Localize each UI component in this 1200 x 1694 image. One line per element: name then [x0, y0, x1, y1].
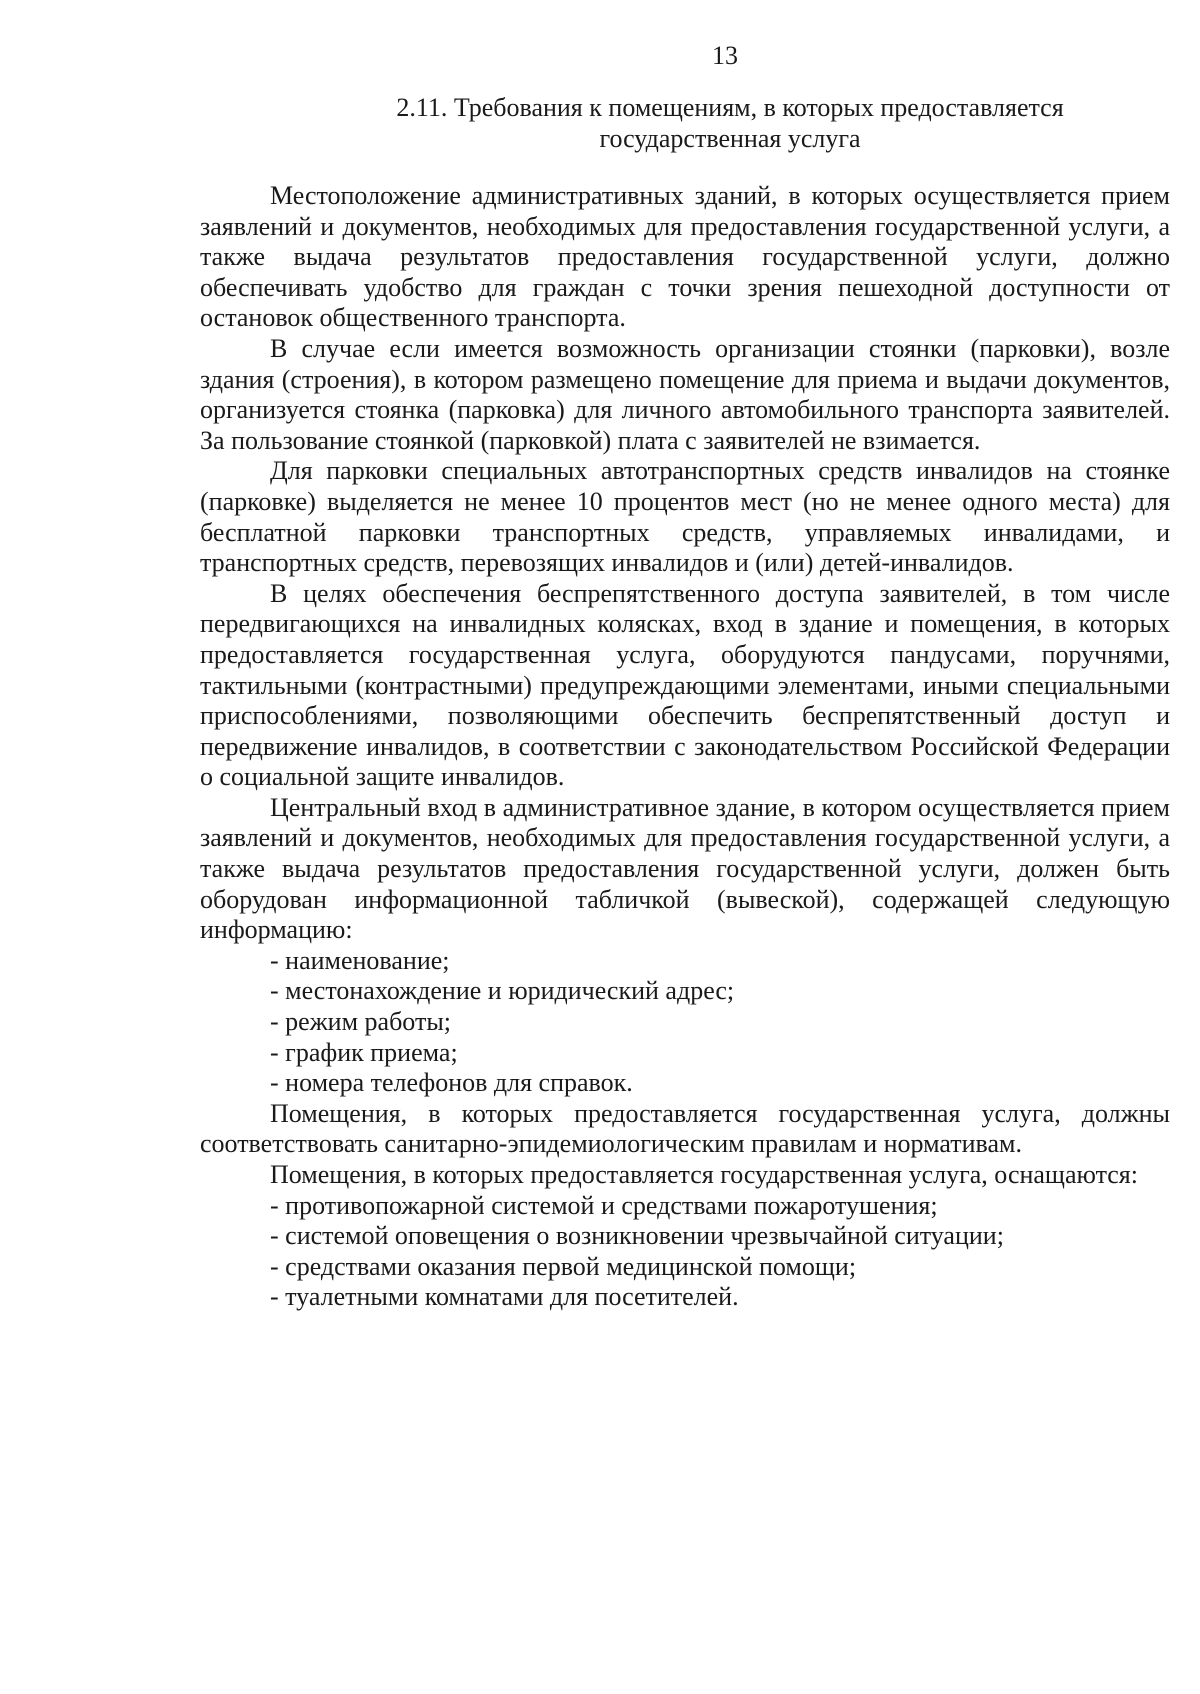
list-item: - график приема;: [270, 1037, 458, 1067]
paragraph-accessibility: В целях обеспечения беспрепятственного доступа заявителей, в том числе передвигающихся на инвалидных колясках, вход в здание и помещения, в которых предоставляется государственная услуга, оборудуются пандусами, поручнями, тактильными (контрастными) предупреждающими элементами, иными специальными приспособлениями, позволяющими обеспечить беспрепятственный доступ и передвижение инвалидов, в соответствии с законодательством Российской Федерации о социальной защите инвалидов.: [200, 578, 1170, 792]
list-item: - туалетными комнатами для посетителей.: [270, 1282, 739, 1312]
paragraph-sanitary: Помещения, в которых предоставляется государственная услуга, должны соответствовать санитарно-эпидемиологическим правилам и нормативам.: [200, 1098, 1170, 1159]
list-item: - режим работы;: [270, 1007, 452, 1037]
list-item: - средствами оказания первой медицинской помощи;: [270, 1251, 857, 1281]
list-item: - наименование;: [270, 945, 450, 975]
document-page: [200, 40, 1170, 1660]
list-item: - противопожарной системой и средствами пожаротушения;: [270, 1190, 938, 1220]
list-item: - номера телефонов для справок.: [270, 1068, 633, 1098]
list-item: - системой оповещения о возникновении чрезвычайной ситуации;: [270, 1221, 1004, 1251]
page-number: 13: [712, 41, 738, 70]
list-item: - местонахождение и юридический адрес;: [270, 976, 735, 1006]
equipment-list: [200, 1191, 1170, 1313]
paragraph-parking: В случае если имеется возможность организации стоянки (парковки), возле здания (строения), в котором размещено помещение для приема и выдачи документов, организуется стоянка (парковка) для личного автомобильного транспорта заявителей. За пользование стоянкой (парковкой) плата с заявителей не взимается.: [200, 333, 1170, 455]
paragraph-location: Местоположение административных зданий, в которых осуществляется прием заявлений и документов, необходимых для предоставления государственной услуги, а также выдача результатов предоставления государственной услуги, должно обеспечивать удобство для граждан с точки зрения пешеходной доступности от остановок общественного транспорта.: [200, 181, 1170, 333]
paragraph-disabled-parking: Для парковки специальных автотранспортных средств инвалидов на стоянке (парковке) выделяется не менее 10 процентов мест (но не менее одного места) для бесплатной парковки транспортных средств, управляемых инвалидами, и транспортных средств, перевозящих инвалидов и (или) детей-инвалидов.: [200, 456, 1170, 578]
paragraph-entrance-sign: Центральный вход в административное здание, в котором осуществляется прием заявлений и документов, необходимых для предоставления государственной услуги, а также выдача результатов предоставления государственной услуги, должен быть оборудован информационной табличкой (вывеской), содержащей следующую информацию:: [200, 792, 1170, 945]
section-heading-line-1: 2.11. Требования к помещениям, в которых предоставляется: [396, 93, 1064, 122]
section-heading: [200, 92, 1170, 154]
sign-info-list: [200, 946, 1170, 1099]
section-heading-line-2: государственная услуга: [599, 124, 861, 153]
paragraph-equipment: Помещения, в которых предоставляется государственная услуга, оснащаются:: [270, 1160, 1138, 1189]
